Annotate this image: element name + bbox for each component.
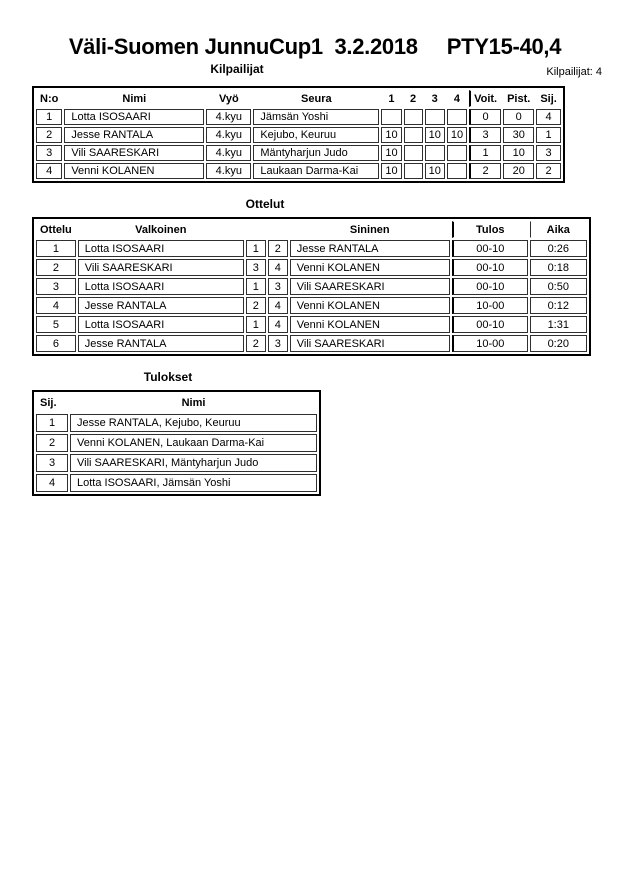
table-row [36,127,561,143]
cell-time: 0:12 [530,297,587,314]
cell-match-no: 3 [36,278,76,295]
cell-placement: 3 [36,454,68,472]
cell-pist: 30 [503,127,534,143]
cell-seura: Kejubo, Keuruu [253,127,379,143]
col-header-vyo: Vyö [218,92,239,105]
subheader-row [0,62,630,86]
cell-blue-name: Venni KOLANEN [290,297,450,314]
cell-blue-number: 3 [268,335,288,352]
col-header-1: 1 [388,92,395,105]
cell-white-number: 3 [246,259,266,276]
cell-voit: 3 [469,127,501,143]
section-title-kilpailijat: Kilpailijat [210,62,264,76]
cell-vyo: 4.kyu [206,145,251,161]
cell-competitor: Venni KOLANEN, Laukaan Darma-Kai [70,434,317,452]
cell-score-3 [425,109,445,125]
cell-match-no: 2 [36,259,76,276]
cell-score-4: 10 [447,127,467,143]
table-row [36,414,317,432]
table-row [36,454,317,472]
cell-sij: 1 [536,127,561,143]
cell-score-2 [404,145,423,161]
table-row [36,163,561,179]
cell-voit: 2 [469,163,501,179]
col-header-ottelu: Ottelu [40,223,72,236]
cell-pist: 0 [503,109,534,125]
cell-match-no: 6 [36,335,76,352]
col-header-blue-number [268,221,288,238]
cell-voit: 1 [469,145,501,161]
ottelut-table [32,217,591,356]
cell-blue-name: Venni KOLANEN [290,259,450,276]
cell-no: 4 [36,163,62,179]
table-row [36,259,587,276]
cell-competitor: Vili SAARESKARI, Mäntyharjun Judo [70,454,317,472]
cell-white-number: 1 [246,316,266,333]
cell-vyo: 4.kyu [206,127,251,143]
cell-white-name: Lotta ISOSAARI [78,316,244,333]
ottelut-header-row [36,221,587,238]
cell-pist: 20 [503,163,534,179]
cell-score-1 [381,109,401,125]
cell-vyo: 4.kyu [206,163,251,179]
col-header-nimi: Nimi [181,397,206,409]
cell-blue-number: 4 [268,316,288,333]
col-header-valkoinen: Valkoinen [135,223,187,236]
col-header-aika: Aika [530,221,587,238]
cell-result: 00-10 [452,278,528,295]
table-row [36,278,587,295]
cell-score-3: 10 [425,127,445,143]
tulokset-header-row [36,394,317,412]
table-row [36,434,317,452]
kilpailijat-table [32,86,565,183]
cell-sij: 3 [536,145,561,161]
cell-match-no: 4 [36,297,76,314]
table-row [36,335,587,352]
cell-nimi: Jesse RANTALA [64,127,204,143]
cell-placement: 4 [36,474,68,492]
cell-white-number: 1 [246,278,266,295]
cell-nimi: Vili SAARESKARI [64,145,204,161]
cell-nimi: Venni KOLANEN [64,163,204,179]
cell-white-number: 1 [246,240,266,257]
col-header-voit: Voit. [469,90,501,107]
table-row [36,145,561,161]
cell-seura: Laukaan Darma-Kai [253,163,379,179]
cell-no: 2 [36,127,62,143]
cell-time: 0:20 [530,335,587,352]
cell-time: 0:50 [530,278,587,295]
table-row [36,297,587,314]
cell-score-4 [447,109,467,125]
cell-match-no: 1 [36,240,76,257]
table-row [36,474,317,492]
cell-score-2 [404,127,423,143]
cell-blue-number: 4 [268,297,288,314]
col-header-pist: Pist. [507,92,531,105]
kilpailijat-header-row [36,90,561,107]
cell-placement: 1 [36,414,68,432]
table-row [36,109,561,125]
cell-blue-name: Venni KOLANEN [290,316,450,333]
col-header-tulos: Tulos [452,221,528,238]
cell-match-no: 5 [36,316,76,333]
cell-blue-number: 3 [268,278,288,295]
cell-vyo: 4.kyu [206,109,251,125]
cell-white-number: 2 [246,335,266,352]
col-header-2: 2 [410,92,417,105]
cell-no: 3 [36,145,62,161]
cell-score-1: 10 [381,163,401,179]
cell-blue-number: 2 [268,240,288,257]
cell-competitor: Jesse RANTALA, Kejubo, Keuruu [70,414,317,432]
cell-placement: 2 [36,434,68,452]
cell-score-3 [425,145,445,161]
cell-blue-name: Vili SAARESKARI [290,335,450,352]
col-header-nimi: Nimi [122,92,147,105]
col-header-sininen: Sininen [349,223,390,236]
tulokset-table [32,390,321,496]
page-title: Väli-Suomen JunnuCup1 3.2.2018 PTY15-40,4 [68,34,562,59]
col-header-sij: Sij. [40,397,57,409]
competitors-count: Kilpailijat: 4 [546,66,602,78]
col-header-4: 4 [453,92,461,105]
cell-score-4 [447,145,467,161]
cell-blue-name: Jesse RANTALA [290,240,450,257]
cell-result: 00-10 [452,240,528,257]
cell-competitor: Lotta ISOSAARI, Jämsän Yoshi [70,474,317,492]
section-title-ottelut: Ottelut [245,197,285,211]
cell-seura: Jämsän Yoshi [253,109,379,125]
col-header-3: 3 [431,92,438,105]
section-title-tulokset: Tulokset [143,370,193,384]
cell-seura: Mäntyharjun Judo [253,145,379,161]
cell-score-4 [447,163,467,179]
cell-blue-number: 4 [268,259,288,276]
table-row [36,316,587,333]
cell-score-3: 10 [425,163,445,179]
cell-result: 10-00 [452,335,528,352]
cell-blue-name: Vili SAARESKARI [290,278,450,295]
cell-nimi: Lotta ISOSAARI [64,109,204,125]
cell-time: 1:31 [530,316,587,333]
cell-time: 0:18 [530,259,587,276]
table-row [36,240,587,257]
cell-white-name: Lotta ISOSAARI [78,240,244,257]
cell-white-name: Lotta ISOSAARI [78,278,244,295]
col-header-sij: Sij. [540,92,557,105]
cell-pist: 10 [503,145,534,161]
col-header-seura: Seura [301,92,332,105]
cell-white-name: Jesse RANTALA [78,335,244,352]
cell-white-name: Vili SAARESKARI [78,259,244,276]
cell-white-number: 2 [246,297,266,314]
cell-score-2 [404,163,423,179]
cell-score-1: 10 [381,127,401,143]
cell-no: 1 [36,109,62,125]
cell-sij: 4 [536,109,561,125]
cell-voit: 0 [469,109,501,125]
col-header-white-number [246,221,266,238]
cell-sij: 2 [536,163,561,179]
cell-white-name: Jesse RANTALA [78,297,244,314]
cell-time: 0:26 [530,240,587,257]
cell-score-1: 10 [381,145,401,161]
cell-score-2 [404,109,423,125]
cell-result: 10-00 [452,297,528,314]
col-header-no: N:o [40,92,59,105]
cell-result: 00-10 [452,259,528,276]
cell-result: 00-10 [452,316,528,333]
